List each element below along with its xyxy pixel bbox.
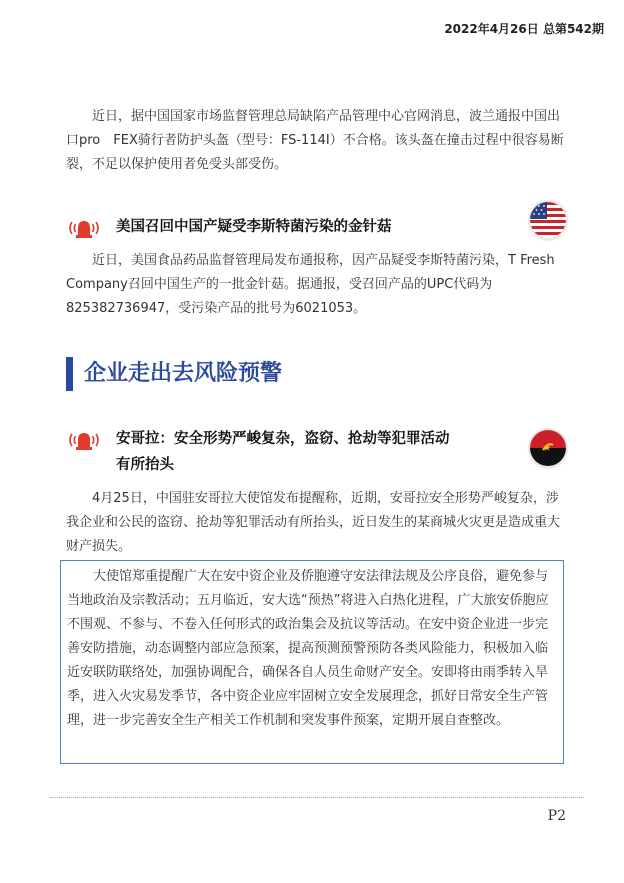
- usa-mushroom-paragraph: 近日，美国食品药品监督管理局发布通报称，因产品疑受李斯特菌污染，T Fresh Company召回中国生产的一批金针菇。据通报，受召回产品的UPC代码为825382736947，受污染产品的批号为6021053。: [66, 253, 568, 316]
- news-title-angola: [116, 426, 450, 478]
- poland-helmet-paragraph: 近日，据中国国家市场监督管理总局缺陷产品管理中心官网消息，波兰通报中国出口pro FEX骑行者防护头盔（型号：FS-114I）不合格。该头盔在撞击过程中很容易断裂，不足以保护使用者免受头部受伤。: [66, 109, 564, 172]
- news-title-usa: 美国召回中国产疑受李斯特菌污染的金针菇: [116, 219, 392, 235]
- section-title-text: 企业走出去风险预警: [84, 361, 283, 386]
- usa-flag-icon: [530, 202, 566, 238]
- news-heading-usa: [66, 214, 566, 254]
- alarm-bell-icon: [66, 216, 102, 240]
- angola-paragraph: 4月25日，中国驻安哥拉大使馆发布提醒称，近期，安哥拉安全形势严峻复杂，涉我企业和公民的盗窃、抢劫等犯罪活动有所抬头，近日发生的某商城火灾更是造成重大财产损失。: [66, 491, 561, 554]
- section-accent-bar: [66, 357, 73, 391]
- angola-flag-icon: [530, 430, 566, 466]
- news-title-angola-line1: 安哥拉：安全形势严峻复杂，盗窃、抢劫等犯罪活动: [116, 431, 450, 447]
- embassy-notice-text: 大使馆郑重提醒广大在安中资企业及侨胞遵守安法律法规及公序良俗，避免参与当地政治及宗教活动；五月临近，安大选“预热”将进入白热化进程，广大旅安侨胞应不围观、不参与、不卷入任何形式的政治集会及抗议等活动。在安中资企业进一步完善安防措施，动态调整内部应急预案，提高预测预警预防各类风险能力，积极加入临近安联防联络处，加强协调配合，确保各自人员生命财产安全。安即将由雨季转入旱季，进入火灾易发季节，各中资企业应牢固树立安全发展理念，抓好日常安全生产管理，进一步完善安全生产相关工作机制和突发事件预案，定期开展自查整改。: [67, 569, 549, 728]
- embassy-notice-box: [60, 560, 564, 764]
- news-title-angola-line2: 有所抬头: [116, 457, 174, 473]
- news-heading-angola: [66, 426, 566, 476]
- alarm-bell-icon: [66, 428, 102, 452]
- page-number: P2: [547, 808, 566, 824]
- issue-date: 2022年4月26日 总第542期: [444, 22, 604, 36]
- footer-divider: [50, 797, 584, 798]
